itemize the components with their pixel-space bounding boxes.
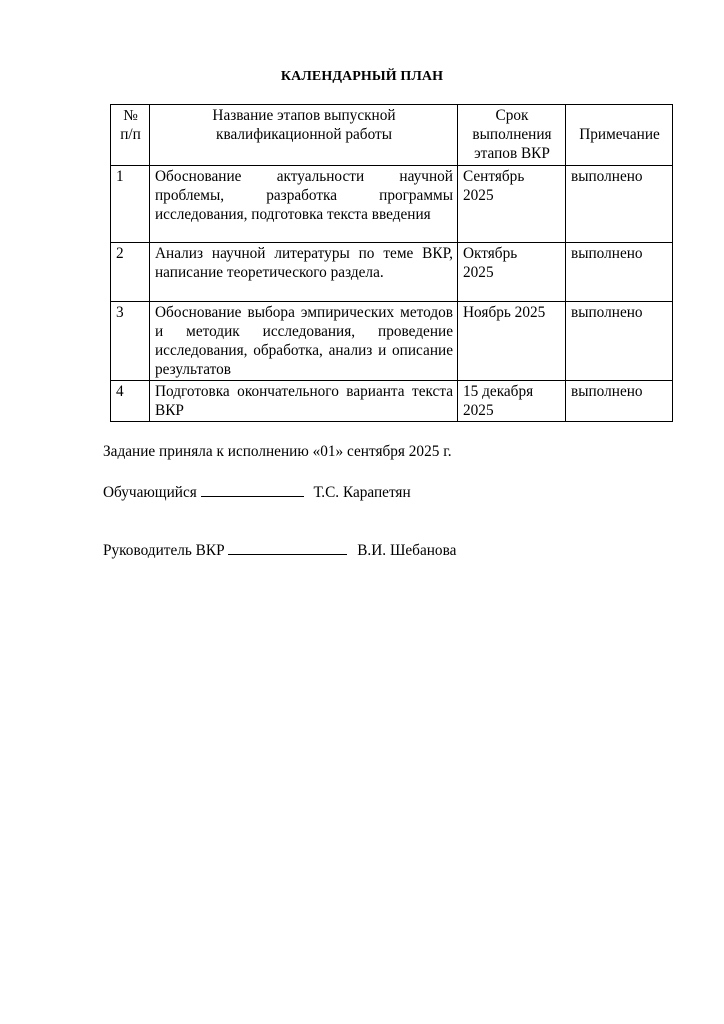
- row-stage: Обоснование актуальности научной проблемы, разработка программы исследования, подготовка текста введения: [150, 166, 458, 243]
- table-header-row: [111, 105, 673, 166]
- row-note: выполнено: [566, 243, 673, 302]
- table-row: [111, 302, 673, 381]
- supervisor-name: В.И. Шебанова: [357, 542, 457, 559]
- row-number: 1: [111, 166, 150, 243]
- row-deadline: Ноябрь 2025: [458, 302, 566, 381]
- table-row: [111, 381, 673, 422]
- row-stage: Подготовка окончательного варианта текста ВКР: [150, 381, 458, 422]
- acceptance-line: Задание приняла к исполнению «01» сентября 2025 г.: [103, 443, 452, 460]
- row-stage: Обоснование выбора эмпирических методов и методик исследования, проведение исследования, обработка, анализ и описание результатов: [150, 302, 458, 381]
- table-row: [111, 243, 673, 302]
- row-note: выполнено: [566, 166, 673, 243]
- header-stage-name: Название этапов выпускной квалификационной работы: [150, 105, 458, 166]
- row-note: выполнено: [566, 302, 673, 381]
- supervisor-signature-line: [103, 541, 456, 560]
- student-name: Т.С. Карапетян: [313, 484, 411, 501]
- header-note: Примечание: [566, 105, 673, 166]
- document-title: КАЛЕНДАРНЫЙ ПЛАН: [280, 69, 444, 84]
- calendar-plan-table: [110, 104, 673, 422]
- row-stage: Анализ научной литературы по теме ВКР, написание теоретического раздела.: [150, 243, 458, 302]
- student-signature-line: [103, 483, 411, 502]
- supervisor-label: Руководитель ВКР: [103, 542, 225, 559]
- header-deadline: Срок выполнения этапов ВКР: [458, 105, 566, 166]
- row-note: выполнено: [566, 381, 673, 422]
- row-number: 2: [111, 243, 150, 302]
- student-label: Обучающийся: [103, 484, 197, 501]
- row-deadline: Сентябрь 2025: [458, 166, 566, 243]
- row-deadline: 15 декабря 2025: [458, 381, 566, 422]
- student-signature-blank: [201, 483, 304, 497]
- header-number: № п/п: [111, 105, 150, 166]
- table-row: [111, 166, 673, 243]
- row-number: 4: [111, 381, 150, 422]
- row-number: 3: [111, 302, 150, 381]
- supervisor-signature-blank: [228, 541, 347, 555]
- row-deadline: Октябрь 2025: [458, 243, 566, 302]
